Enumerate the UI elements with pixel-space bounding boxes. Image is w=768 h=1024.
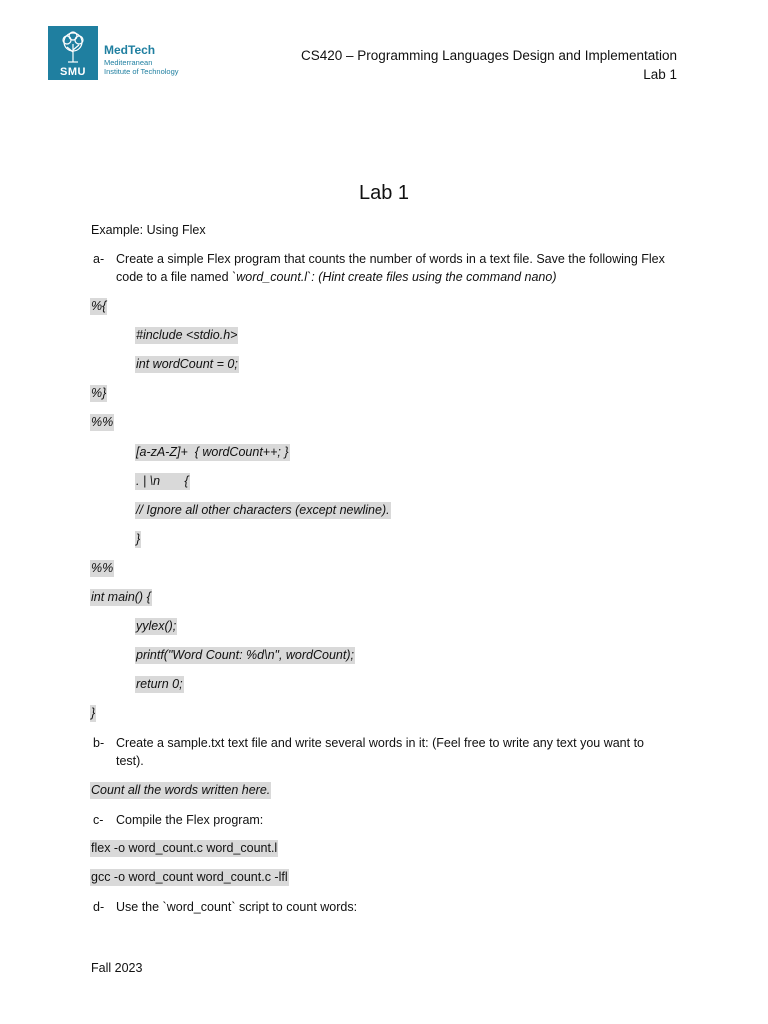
page-footer: Fall 2023 — [91, 961, 143, 975]
code-line-printf: printf("Word Count: %d\n", wordCount); — [136, 648, 354, 662]
code-line-yylex: yylex(); — [136, 619, 177, 633]
step-d-marker: d- — [93, 900, 105, 914]
logo-name: MedTech — [104, 43, 156, 57]
institution-logo — [48, 26, 198, 80]
step-a-marker: a- — [93, 252, 105, 266]
code-line-rule2: . | \n { — [136, 474, 189, 488]
step-b-marker: b- — [93, 736, 105, 750]
code-line-sep2: %% — [91, 561, 114, 575]
logo-subtitle — [104, 58, 179, 76]
step-a-line2-italic: `word_count.l`: (Hint create files using the command nano) — [232, 270, 557, 284]
code-line-close: %} — [91, 386, 107, 400]
logo-smu-text: SMU — [60, 66, 86, 78]
code-line-open: %{ — [91, 299, 107, 313]
step-b-line2: test). — [116, 754, 144, 768]
code-line-include: #include <stdio.h> — [136, 328, 238, 342]
logo-subtitle-line2: Institute of Technology — [104, 67, 179, 76]
logo-subtitle-line1: Mediterranean — [104, 58, 153, 67]
command-flex: flex -o word_count.c word_count.l — [91, 841, 278, 855]
code-line-sep1: %% — [91, 415, 114, 429]
sample-text: Count all the words written here. — [91, 783, 271, 797]
code-line-brace: } — [136, 532, 141, 546]
course-title: CS420 – Programming Languages Design and Implementation — [301, 48, 677, 63]
code-line-decl: int wordCount = 0; — [136, 357, 238, 371]
step-b-line1: Create a sample.txt text file and write several words in it: (Feel free to write any text you want to — [116, 736, 645, 750]
example-heading: Example: Using Flex — [91, 223, 206, 237]
step-a-line1: Create a simple Flex program that counts the number of words in a text file. Save the following Flex — [116, 252, 665, 266]
step-a-line2 — [116, 268, 557, 286]
code-line-return: return 0; — [136, 677, 183, 691]
logo-mark — [48, 26, 98, 80]
header-lab: Lab 1 — [643, 67, 677, 82]
code-line-comment: // Ignore all other characters (except newline). — [136, 503, 390, 517]
code-line-end: } — [91, 706, 96, 720]
step-a-line2-plain: code to a file named — [116, 270, 233, 284]
step-c-text: Compile the Flex program: — [116, 813, 264, 827]
tree-icon — [54, 30, 92, 64]
page-title: Lab 1 — [358, 182, 410, 204]
command-gcc: gcc -o word_count word_count.c -lfl — [91, 870, 288, 884]
step-c-marker: c- — [93, 813, 104, 827]
code-line-main: int main() { — [91, 590, 151, 604]
step-d-text: Use the `word_count` script to count words: — [116, 900, 358, 914]
code-line-rule1: [a-zA-Z]+ { wordCount++; } — [136, 445, 289, 459]
